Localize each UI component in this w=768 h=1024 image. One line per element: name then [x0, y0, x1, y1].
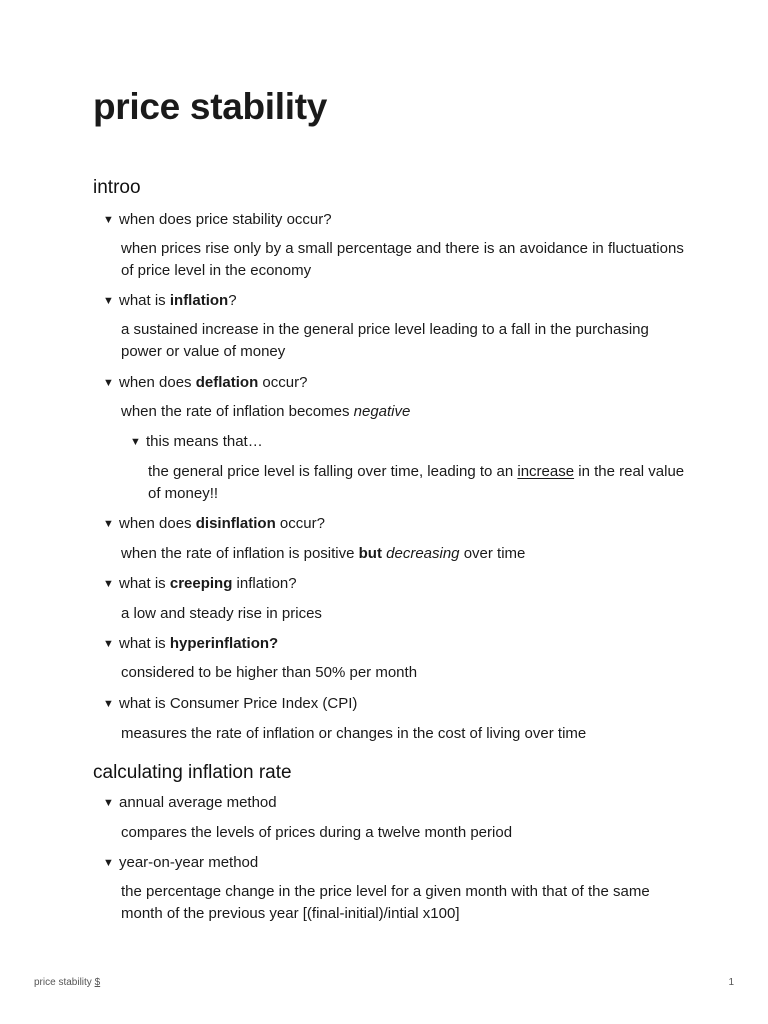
toggle-label: when does deflation occur?	[119, 374, 308, 391]
toggle-triangle-icon[interactable]: ▼	[130, 436, 141, 448]
toggle-item[interactable]	[103, 373, 307, 393]
toggle-triangle-icon[interactable]: ▼	[103, 518, 114, 530]
section-heading: calculating inflation rate	[93, 762, 292, 783]
toggle-label: what is inflation?	[119, 292, 237, 309]
toggle-triangle-icon[interactable]: ▼	[103, 857, 114, 869]
toggle-triangle-icon[interactable]: ▼	[103, 214, 114, 226]
page-number: 1	[728, 977, 734, 988]
toggle-content: when the rate of inflation becomes negative	[121, 403, 411, 420]
toggle-item[interactable]	[103, 291, 237, 311]
toggle-content: a low and steady rise in prices	[121, 605, 322, 622]
toggle-content: a sustained increase in the general price level leading to a fall in the purchasing power or value of money	[121, 321, 649, 360]
toggle-triangle-icon[interactable]: ▼	[103, 797, 114, 809]
toggle-label: what is creeping inflation?	[119, 575, 297, 592]
toggle-label: annual average method	[119, 794, 277, 811]
toggle-content: measures the rate of inflation or changes in the cost of living over time	[121, 725, 587, 742]
toggle-content: considered to be higher than 50% per month	[121, 664, 418, 681]
toggle-item[interactable]	[103, 514, 325, 534]
toggle-label: this means that…	[146, 433, 263, 450]
page-title: price stability	[93, 86, 328, 127]
toggle-item[interactable]	[103, 210, 332, 230]
toggle-item[interactable]	[103, 793, 277, 813]
toggle-item[interactable]	[103, 694, 357, 714]
toggle-label: when does disinflation occur?	[119, 515, 325, 532]
toggle-triangle-icon[interactable]: ▼	[103, 638, 114, 650]
toggle-label: when does price stability occur?	[119, 211, 332, 228]
toggle-item[interactable]	[103, 634, 278, 654]
toggle-content: when prices rise only by a small percentage and there is an avoidance in fluctuations of price level in the economy	[121, 240, 684, 279]
toggle-content: when the rate of inflation is positive but decreasing over time	[121, 545, 526, 562]
toggle-item[interactable]	[103, 853, 258, 873]
section-heading: introo	[93, 177, 141, 198]
toggle-label: what is hyperinflation?	[119, 635, 279, 652]
toggle-triangle-icon[interactable]: ▼	[103, 698, 114, 710]
dollar-sign-icon: $	[94, 977, 101, 988]
nested-toggle-item[interactable]	[130, 432, 263, 452]
toggle-content: the general price level is falling over time, leading to an increase in the real value of money!!	[148, 463, 685, 502]
toggle-content: compares the levels of prices during a twelve month period	[121, 824, 513, 841]
toggle-triangle-icon[interactable]: ▼	[103, 377, 114, 389]
toggle-item[interactable]	[103, 574, 297, 594]
toggle-label: year-on-year method	[119, 854, 259, 871]
toggle-triangle-icon[interactable]: ▼	[103, 578, 114, 590]
toggle-content: the percentage change in the price level for a given month with that of the same month of the previous year [(final-initial)/intial x100]	[121, 883, 650, 922]
footer-doc-title: price stability $	[34, 977, 101, 988]
toggle-triangle-icon[interactable]: ▼	[103, 295, 114, 307]
toggle-label: what is Consumer Price Index (CPI)	[119, 695, 358, 712]
